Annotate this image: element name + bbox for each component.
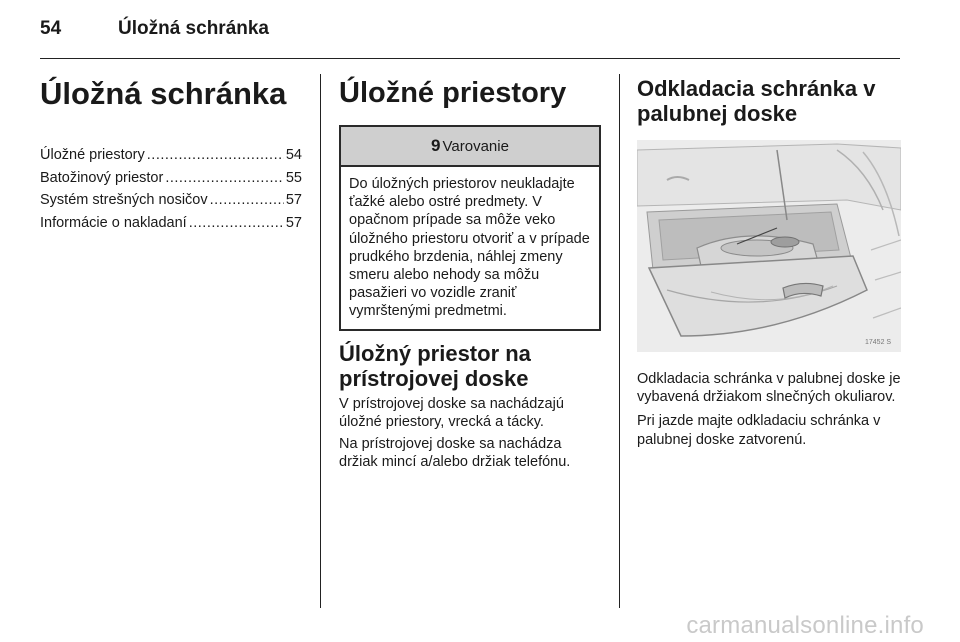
toc-leader-dots xyxy=(165,167,284,190)
page-number: 54 xyxy=(40,18,62,39)
header-title: Úložná schránka xyxy=(118,18,269,39)
toc-item-page: 54 xyxy=(285,147,302,163)
paragraph: Na prístrojovej doske sa nachádza držiak mincí a/alebo držiak telefónu. xyxy=(339,436,571,471)
toc-leader-dots xyxy=(147,144,284,167)
toc-item[interactable] xyxy=(40,212,302,235)
warning-header xyxy=(341,127,599,167)
table-of-contents xyxy=(40,144,302,234)
warning-text: Do úložných priestorov neukladajte ťažké alebo ostré predmety. V opačnom prípade sa môže veko úložného priestoru otvoriť a v prípade prudkého brzdenia, náhlej zmeny smeru alebo nehody sa môžu pasažieri vo vozidle zraniť vymrštenými predmetmi. xyxy=(349,176,590,320)
glovebox-illustration xyxy=(637,140,901,352)
subsection-title: Úložný priestor na prístrojovej doske xyxy=(339,340,531,391)
toc-item[interactable] xyxy=(40,189,302,212)
toc-item[interactable] xyxy=(40,144,302,167)
column-storage xyxy=(339,76,601,471)
warning-box xyxy=(339,125,601,331)
warning-icon: 9 xyxy=(431,136,441,155)
site-watermark: carmanualsonline.info xyxy=(686,612,924,639)
column-toc xyxy=(40,76,302,234)
paragraph: Pri jazde majte odkladaciu schránka v palubnej doske zatvorenú. xyxy=(637,413,881,448)
column-divider-2 xyxy=(619,74,620,608)
toc-item-page: 57 xyxy=(285,192,302,208)
column-glovebox xyxy=(637,76,901,449)
toc-item-page: 57 xyxy=(285,214,302,231)
column-divider-1 xyxy=(320,74,321,608)
toc-leader-dots xyxy=(210,189,284,212)
toc-item-label: Informácie o nakladaní xyxy=(40,214,187,231)
toc-item-label: Batožinový priestor xyxy=(40,169,164,186)
toc-leader-dots xyxy=(189,212,284,235)
chapter-title: Úložná schránka xyxy=(40,76,287,111)
section-title: Úložné priestory xyxy=(339,77,567,109)
paragraph: V prístrojovej doske sa nachádzajú úložné priestory, vrecká a tácky. xyxy=(339,395,564,430)
glovebox-title: Odkladacia schránka v palubnej doske xyxy=(637,76,876,126)
toc-item-label: Úložné priestory xyxy=(40,147,145,163)
toc-item-label: Systém strešných nosičov xyxy=(40,192,208,208)
figure-number: 17452 S xyxy=(865,339,892,346)
toc-item-page: 55 xyxy=(285,169,302,186)
toc-item[interactable] xyxy=(40,167,302,190)
glovebox-drawing xyxy=(637,140,901,352)
warning-label: Varovanie xyxy=(442,137,509,155)
header-divider xyxy=(40,58,900,59)
paragraph: Odkladacia schránka v palubnej doske je vybavená držiakom slnečných okuliarov. xyxy=(637,371,901,406)
